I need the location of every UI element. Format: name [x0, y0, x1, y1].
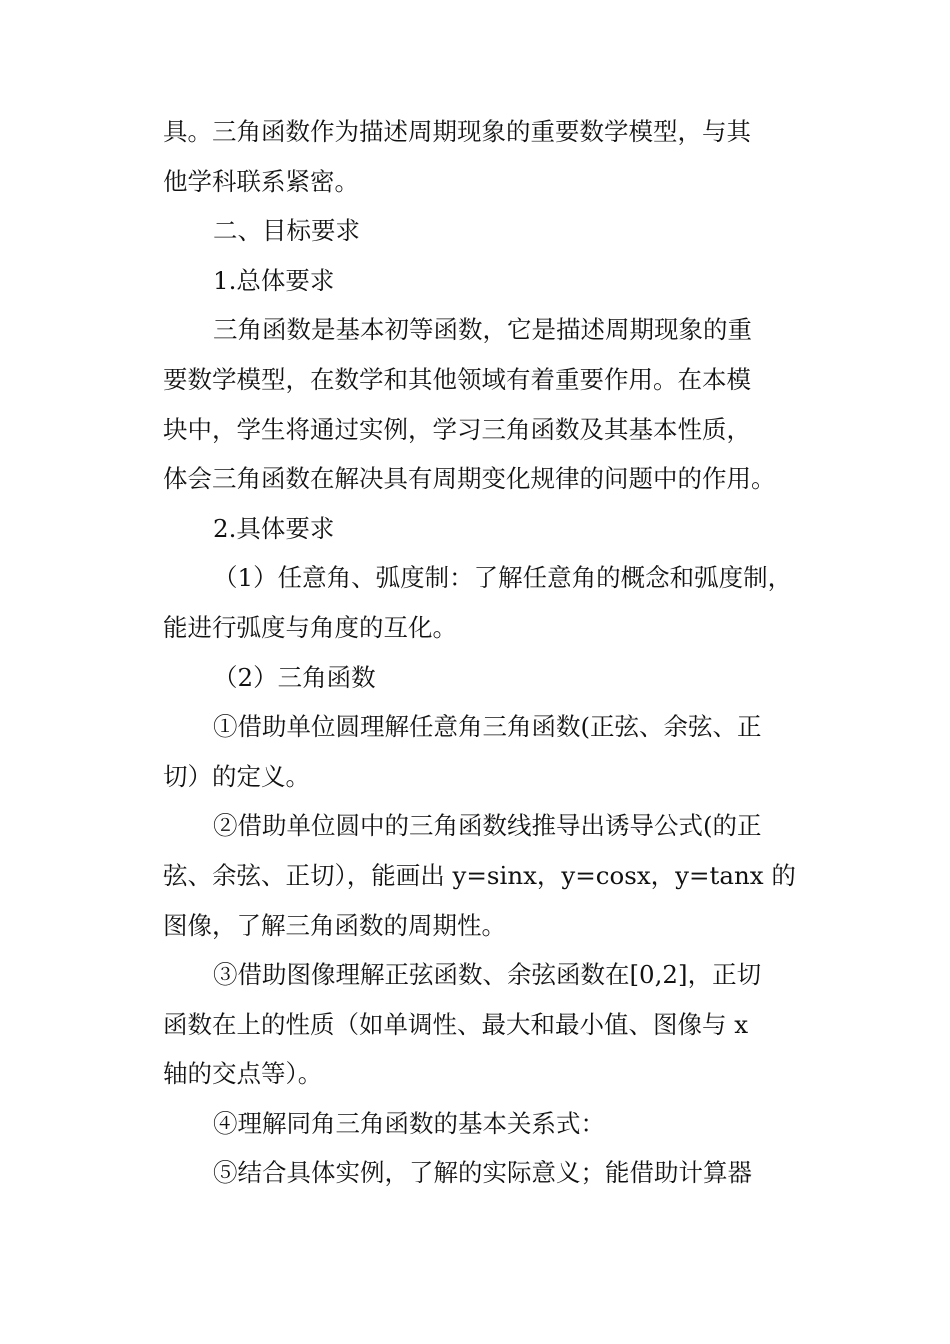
list-item: ③借助图像理解正弦函数、余弦函数在[0,2]，正切: [213, 960, 762, 990]
subsection-heading: 2.具体要求: [213, 513, 335, 543]
text-line: 要数学模型，在数学和其他领域有着重要作用。在本模: [163, 364, 751, 394]
text-line: 体会三角函数在解决具有周期变化规律的问题中的作用。: [163, 464, 776, 494]
text-line: （1）任意角、弧度制：了解任意角的概念和弧度制，: [213, 563, 793, 593]
text-line: 轴的交点等）。: [163, 1059, 323, 1089]
list-item: ⑤结合具体实例，了解的实际意义；能借助计算器: [213, 1158, 752, 1188]
section-heading: 二、目标要求: [213, 216, 360, 246]
document-body: [163, 107, 823, 1198]
text-line: 他学科联系紧密。: [163, 166, 359, 196]
list-item: ②借助单位圆中的三角函数线推导出诱导公式(的正: [213, 811, 762, 841]
text-line: 块中，学生将通过实例，学习三角函数及其基本性质，: [163, 414, 751, 444]
list-item: ④理解同角三角函数的基本关系式：: [213, 1108, 605, 1138]
text-line: 图像，了解三角函数的周期性。: [163, 910, 506, 940]
list-item: ①借助单位圆理解任意角三角函数(正弦、余弦、正: [213, 712, 762, 742]
text-line: 函数在上的性质（如单调性、最大和最小值、图像与 x: [163, 1009, 749, 1039]
text-line: 三角函数是基本初等函数，它是描述周期现象的重: [213, 315, 752, 345]
list-heading: （2）三角函数: [213, 662, 376, 692]
subsection-heading: 1.总体要求: [213, 265, 335, 295]
text-line: 能进行弧度与角度的互化。: [163, 612, 457, 642]
text-line: 具。三角函数作为描述周期现象的重要数学模型，与其: [163, 117, 751, 146]
text-line: 切）的定义。: [163, 761, 310, 791]
text-line: 弦、余弦、正切），能画出 y=sinx，y=cosx，y=tanx 的: [163, 860, 796, 890]
